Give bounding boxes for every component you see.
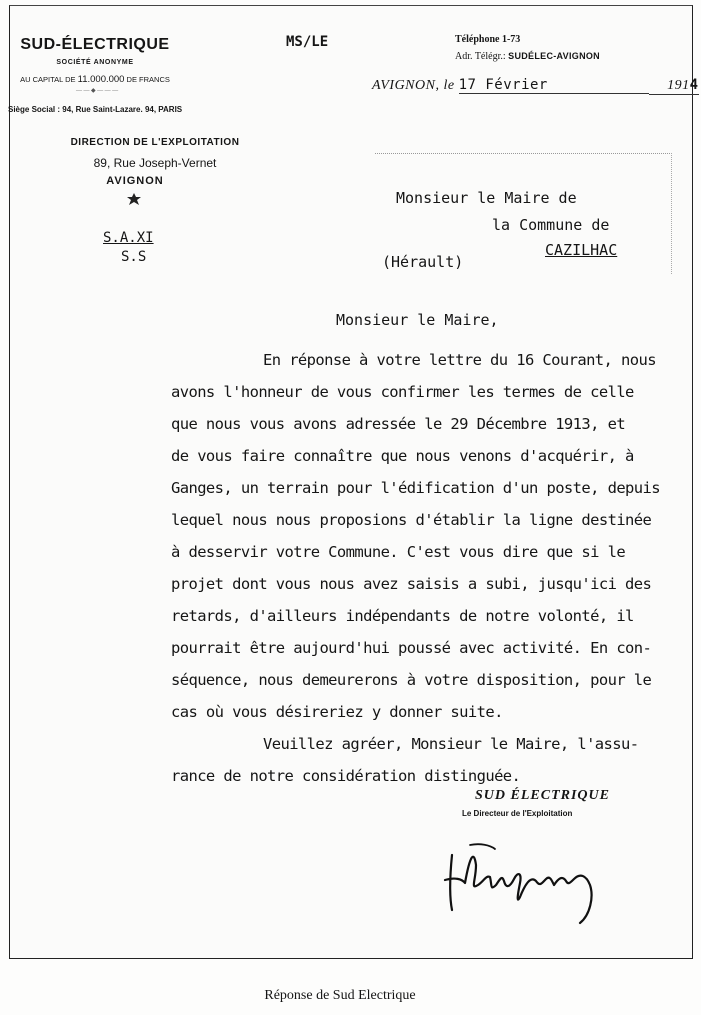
date-field — [459, 77, 649, 94]
direction-city: AVIGNON — [106, 175, 164, 187]
capital-prefix: AU CAPITAL DE — [20, 75, 78, 84]
body-line: pourrait être aujourd'hui poussé avec activité. En con- — [171, 639, 652, 657]
body-line: que nous vous avons adressée le 29 Décembre 1913, et — [171, 415, 626, 433]
head-office-address: Siège Social : 94, Rue Saint-Lazare. 94, PARIS — [8, 105, 183, 114]
crest-icon — [126, 192, 142, 213]
body-line: cas où vous désireriez y donner suite. — [171, 703, 503, 721]
typist-initials: MS/LE — [286, 34, 329, 50]
signer-title: Le Directeur de l'Exploitation — [462, 809, 573, 818]
year-prefix: 191 — [667, 78, 690, 93]
body-line: séquence, nous demeurerons à votre disposition, pour le — [171, 671, 652, 689]
body-line: à desservir votre Commune. C'est vous dire que si le — [171, 543, 626, 561]
date-line — [372, 77, 699, 95]
company-capital — [0, 74, 190, 85]
reference-initials: S.S — [121, 249, 147, 265]
body-line: lequel nous nous proposions d'établir la ligne destinée — [171, 511, 652, 529]
signer-company: SUD ÉLECTRIQUE — [475, 788, 610, 803]
recipient-town: CAZILHAC — [545, 241, 618, 259]
direction-heading: DIRECTION DE L'EXPLOITATION — [70, 137, 240, 148]
year-last-digit: 4 — [689, 77, 699, 93]
image-caption: Réponse de Sud Electrique — [264, 988, 416, 1003]
year-field — [649, 77, 699, 95]
reference-code: S.A.XI — [103, 230, 154, 246]
telephone: Téléphone 1-73 — [455, 34, 521, 45]
body-line: projet dont vous nous avez saisis a subi, jusqu'ici des — [171, 575, 652, 593]
capital-suffix: DE FRANCS — [124, 75, 170, 84]
capital-amount: 11.000.000 — [77, 74, 125, 85]
body-line: En réponse à votre lettre du 16 Courant, nous — [263, 351, 656, 369]
body-line: avons l'honneur de vous confirmer les termes de celle — [171, 383, 634, 401]
recipient-line1: Monsieur le Maire de — [396, 189, 577, 207]
recipient-line2: la Commune de — [492, 216, 610, 234]
closing-line: Veuillez agréer, Monsieur le Maire, l'assu- — [263, 735, 639, 753]
ornament-divider: — — ◆ — — — — [76, 88, 119, 94]
telegram-address — [455, 51, 600, 62]
date-day-month: 17 Février — [458, 77, 548, 93]
company-type: SOCIÉTÉ ANONYME — [56, 59, 134, 66]
company-name: SUD-ÉLECTRIQUE — [20, 36, 170, 53]
telegram-label: Adr. Télégr.: — [455, 51, 506, 62]
salutation: Monsieur le Maire, — [336, 311, 499, 329]
recipient-department: (Hérault) — [382, 253, 464, 271]
closing-line: rance de notre considération distinguée. — [171, 767, 521, 785]
body-line: Ganges, un terrain pour l'édification d'un poste, depuis — [171, 479, 660, 497]
body-line: de vous faire connaître que nous venons d'acquérir, à — [171, 447, 634, 465]
body-line: retards, d'ailleurs indépendants de notre volonté, il — [171, 607, 634, 625]
direction-street: 89, Rue Joseph-Vernet — [93, 156, 217, 170]
handwritten-signature — [440, 835, 610, 940]
telegram-value: SUDÉLEC-AVIGNON — [508, 51, 600, 61]
date-place: AVIGNON, le — [372, 78, 455, 93]
